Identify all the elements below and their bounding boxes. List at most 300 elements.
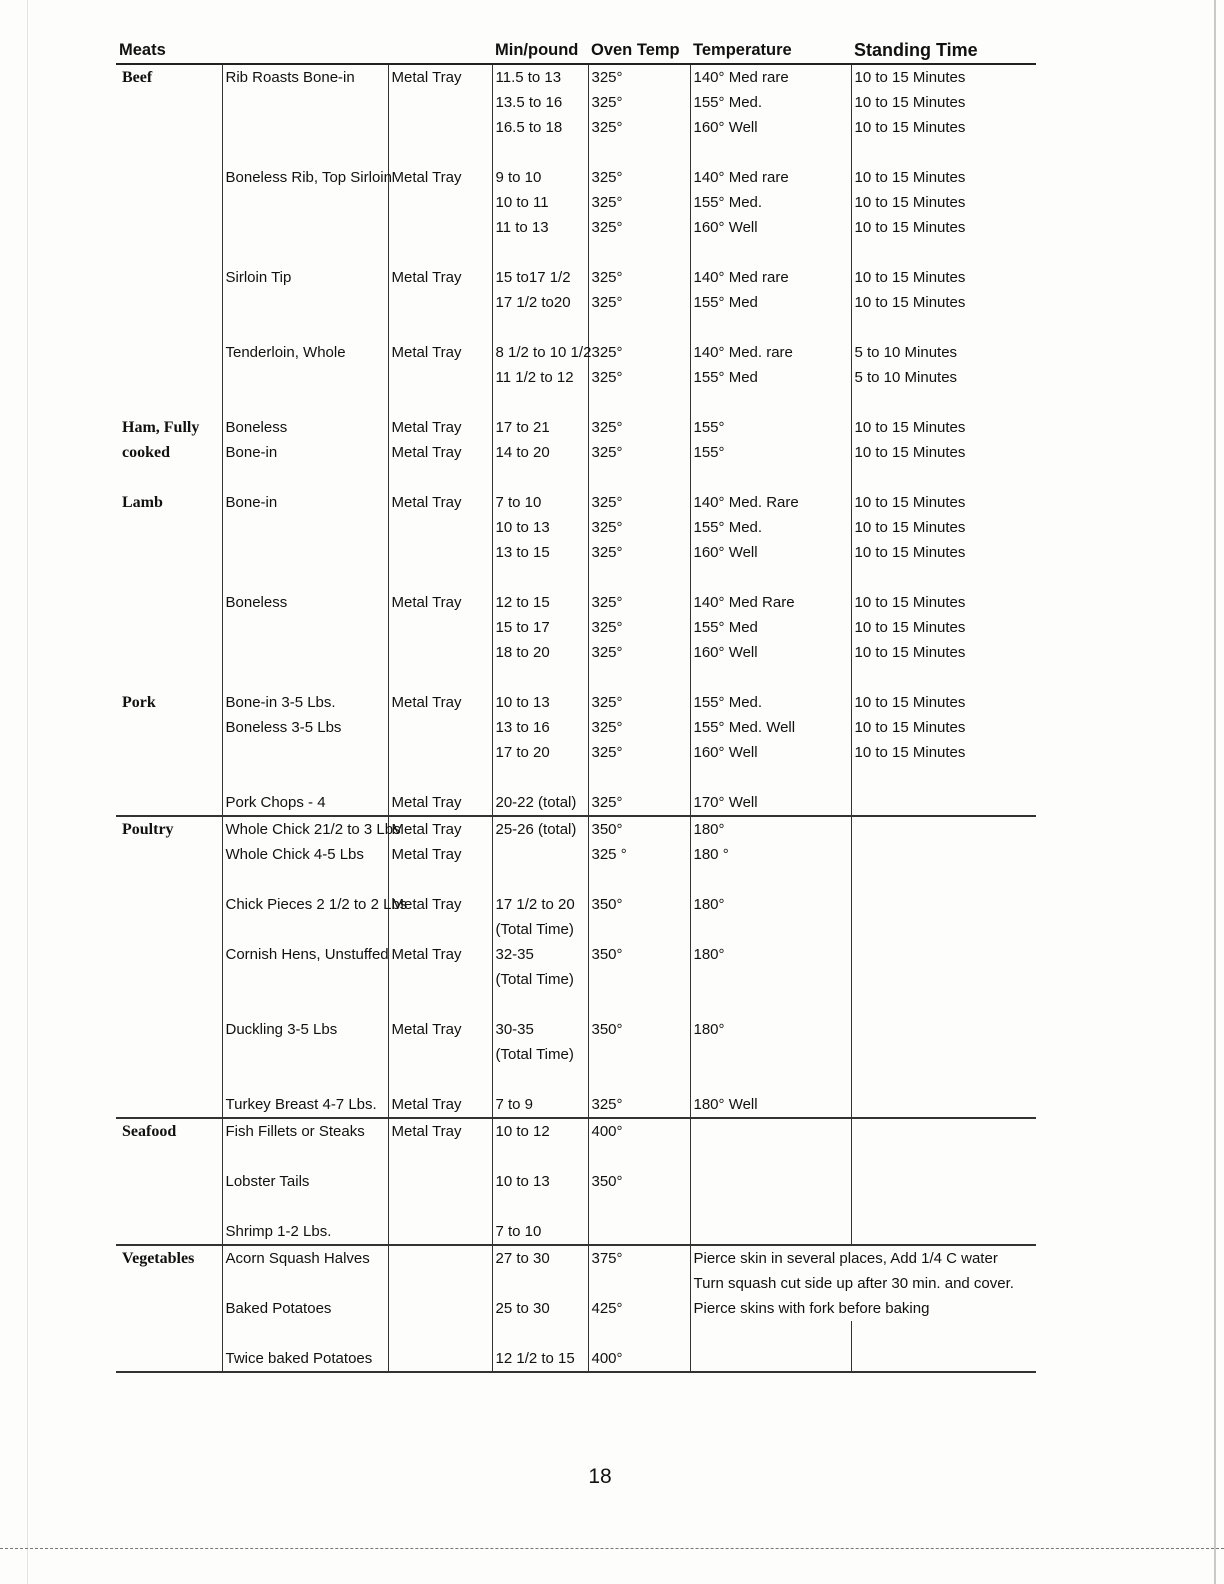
- oven-temp-cell: 425°: [588, 1296, 690, 1321]
- temperature-cell: [690, 465, 851, 490]
- temperature-cell: 160° Well: [690, 540, 851, 565]
- item-cell: Boneless: [222, 590, 388, 615]
- category-cell: [116, 1346, 222, 1372]
- standing-time-cell: [851, 565, 1036, 590]
- oven-temp-cell: [588, 765, 690, 790]
- table-row: [116, 1346, 1036, 1372]
- item-cell: [222, 1321, 388, 1346]
- standing-time-cell: 10 to 15 Minutes: [854, 719, 966, 736]
- min-pound-cell: (Total Time): [492, 1042, 588, 1067]
- temperature-cell: 180°: [690, 816, 851, 842]
- min-pound-cell: 25-26 (total): [492, 816, 588, 842]
- category-cell: [116, 565, 222, 590]
- standing-time-cell: [851, 1092, 1036, 1118]
- header-row: [116, 38, 1036, 64]
- method-cell: [388, 1346, 492, 1372]
- table-row: [116, 490, 1036, 515]
- item-cell: [222, 465, 388, 490]
- table-row: [116, 917, 1036, 942]
- temperature-cell: 140° Med Rare: [690, 590, 851, 615]
- table-row: [116, 967, 1036, 992]
- temperature-cell: [690, 867, 851, 892]
- standing-time-cell: 10 to 15 Minutes: [854, 419, 966, 436]
- min-pound-cell: 14 to 20: [492, 440, 588, 465]
- min-pound-cell: [492, 565, 588, 590]
- oven-temp-cell: 375°: [588, 1245, 690, 1271]
- min-pound-cell: 11 1/2 to 12: [492, 365, 588, 390]
- oven-temp-cell: 325°: [588, 415, 690, 440]
- table-row: [116, 740, 1036, 765]
- method-cell: Metal Tray: [388, 690, 492, 715]
- item-cell: [222, 992, 388, 1017]
- category-cell: Vegetables: [116, 1245, 222, 1271]
- category-cell: [116, 967, 222, 992]
- oven-temp-cell: [588, 1144, 690, 1169]
- item-cell: Twice baked Potatoes: [222, 1346, 388, 1372]
- table-row: [116, 590, 1036, 615]
- method-cell: Metal Tray: [388, 340, 492, 365]
- standing-time-cell: [851, 390, 1036, 415]
- category-cell: [116, 842, 222, 867]
- standing-time-cell: [851, 1042, 1036, 1067]
- item-cell: [222, 1067, 388, 1092]
- item-cell: Turkey Breast 4-7 Lbs.: [222, 1092, 388, 1118]
- category-cell: [116, 1092, 222, 1118]
- item-cell: [222, 315, 388, 340]
- min-pound-cell: 11 to 13: [492, 215, 588, 240]
- oven-temp-cell: 325°: [588, 165, 690, 190]
- standing-time-cell: [851, 967, 1036, 992]
- method-cell: [388, 365, 492, 390]
- temperature-cell: 180°: [690, 942, 851, 967]
- temperature-cell: 155° Med.: [690, 515, 851, 540]
- temperature-cell: [690, 390, 851, 415]
- standing-time-cell: [851, 790, 1036, 816]
- oven-temp-cell: 325°: [588, 515, 690, 540]
- category-cell: [116, 390, 222, 415]
- oven-temp-cell: 325°: [588, 715, 690, 740]
- category-cell: [116, 515, 222, 540]
- temperature-cell: 180° Well: [690, 1092, 851, 1118]
- oven-temp-cell: [588, 390, 690, 415]
- item-cell: [222, 565, 388, 590]
- table-row: [116, 165, 1036, 190]
- item-cell: Boneless 3-5 Lbs: [222, 715, 388, 740]
- item-cell: [222, 640, 388, 665]
- standing-time-cell: [851, 842, 1036, 867]
- table-row: [116, 715, 1036, 740]
- method-cell: [388, 992, 492, 1017]
- temperature-cell: [690, 1042, 851, 1067]
- item-cell: Bone-in: [222, 440, 388, 465]
- method-cell: [388, 540, 492, 565]
- oven-temp-cell: 325°: [588, 365, 690, 390]
- temperature-cell: [690, 565, 851, 590]
- scan-edge-right: [1214, 0, 1216, 1584]
- min-pound-cell: 17 1/2 to20: [492, 290, 588, 315]
- temperature-cell: 155° Med: [690, 615, 851, 640]
- method-cell: [388, 1194, 492, 1219]
- min-pound-cell: [492, 665, 588, 690]
- min-pound-cell: 30-35: [492, 1017, 588, 1042]
- min-pound-cell: [492, 1271, 588, 1296]
- table-row: [116, 515, 1036, 540]
- min-pound-cell: 10 to 13: [492, 515, 588, 540]
- standing-time-cell: 5 to 10 Minutes: [854, 369, 958, 386]
- temperature-cell: 160° Well: [690, 640, 851, 665]
- method-cell: [388, 1067, 492, 1092]
- standing-time-cell: 10 to 15 Minutes: [854, 494, 966, 511]
- standing-time-cell: 10 to 15 Minutes: [854, 69, 966, 86]
- table-row: [116, 690, 1036, 715]
- item-cell: [222, 1194, 388, 1219]
- temperature-cell: [690, 140, 851, 165]
- instruction-note: Pierce skins with fork before baking: [693, 1300, 930, 1317]
- min-pound-cell: [492, 390, 588, 415]
- category-cell: [116, 115, 222, 140]
- method-cell: Metal Tray: [388, 1017, 492, 1042]
- header-min-pound: Min/pound: [495, 41, 579, 59]
- item-cell: Tenderloin, Whole: [222, 340, 388, 365]
- min-pound-cell: [492, 842, 588, 867]
- oven-temp-cell: 350°: [588, 942, 690, 967]
- oven-temp-cell: [588, 465, 690, 490]
- item-cell: [222, 765, 388, 790]
- table-row: [116, 867, 1036, 892]
- method-cell: [388, 390, 492, 415]
- standing-time-cell: 10 to 15 Minutes: [854, 94, 966, 111]
- table-row: [116, 315, 1036, 340]
- oven-temp-cell: [588, 1042, 690, 1067]
- item-cell: [222, 1144, 388, 1169]
- table-row: [116, 615, 1036, 640]
- standing-time-cell: [851, 240, 1036, 265]
- min-pound-cell: 12 to 15: [492, 590, 588, 615]
- temperature-cell: [690, 1346, 851, 1372]
- standing-time-cell: 10 to 15 Minutes: [854, 219, 966, 236]
- standing-time-cell: [851, 992, 1036, 1017]
- min-pound-cell: 32-35: [492, 942, 588, 967]
- temperature-cell: 155° Med.: [690, 90, 851, 115]
- item-cell: [222, 917, 388, 942]
- table-row: [116, 942, 1036, 967]
- oven-temp-cell: [588, 1321, 690, 1346]
- temperature-cell: [690, 1144, 851, 1169]
- table-row: [116, 992, 1036, 1017]
- table-row: [116, 1321, 1036, 1346]
- table-row: [116, 240, 1036, 265]
- method-cell: [388, 1245, 492, 1271]
- item-cell: [222, 90, 388, 115]
- standing-time-cell: 10 to 15 Minutes: [854, 294, 966, 311]
- standing-time-cell: 10 to 15 Minutes: [854, 744, 966, 761]
- table-row: [116, 640, 1036, 665]
- standing-time-cell: [851, 1118, 1036, 1144]
- standing-time-cell: 10 to 15 Minutes: [854, 169, 966, 186]
- oven-temp-cell: [588, 140, 690, 165]
- method-cell: Metal Tray: [388, 440, 492, 465]
- table-row: [116, 540, 1036, 565]
- item-cell: [222, 365, 388, 390]
- oven-temp-cell: 325°: [588, 615, 690, 640]
- table-row: [116, 565, 1036, 590]
- temperature-cell: 140° Med rare: [690, 265, 851, 290]
- table-row: [116, 440, 1036, 465]
- method-cell: Metal Tray: [388, 1118, 492, 1144]
- table-row: [116, 892, 1036, 917]
- category-cell: [116, 165, 222, 190]
- oven-temp-cell: [588, 992, 690, 1017]
- category-cell: [116, 265, 222, 290]
- oven-temp-cell: [588, 665, 690, 690]
- scan-edge-left: [27, 0, 28, 1584]
- min-pound-cell: [492, 1321, 588, 1346]
- oven-temp-cell: 350°: [588, 816, 690, 842]
- category-cell: [116, 1321, 222, 1346]
- min-pound-cell: 11.5 to 13: [492, 64, 588, 90]
- standing-time-cell: 10 to 15 Minutes: [854, 519, 966, 536]
- oven-temp-cell: 325°: [588, 64, 690, 90]
- min-pound-cell: [492, 867, 588, 892]
- category-cell: [116, 1042, 222, 1067]
- chart-body: [116, 64, 1036, 1372]
- min-pound-cell: 13.5 to 16: [492, 90, 588, 115]
- oven-temp-cell: 350°: [588, 1169, 690, 1194]
- standing-time-cell: 10 to 15 Minutes: [854, 194, 966, 211]
- table-row: [116, 1092, 1036, 1118]
- method-cell: Metal Tray: [388, 816, 492, 842]
- category-cell: Pork: [122, 694, 156, 711]
- standing-time-cell: 10 to 15 Minutes: [854, 694, 966, 711]
- min-pound-cell: (Total Time): [492, 967, 588, 992]
- oven-temp-cell: 350°: [588, 892, 690, 917]
- item-cell: Pork Chops - 4: [222, 790, 388, 816]
- category-cell: [116, 340, 222, 365]
- category-cell: [116, 240, 222, 265]
- method-cell: [388, 1219, 492, 1245]
- standing-time-cell: 10 to 15 Minutes: [854, 119, 966, 136]
- temperature-cell: 180°: [690, 1017, 851, 1042]
- table-row: [116, 1017, 1036, 1042]
- standing-time-cell: [851, 1346, 1036, 1372]
- standing-time-cell: 10 to 15 Minutes: [854, 269, 966, 286]
- standing-time-cell: [851, 465, 1036, 490]
- method-cell: [388, 565, 492, 590]
- item-cell: [222, 1271, 388, 1296]
- header-oven-temp: Oven Temp: [591, 41, 680, 59]
- item-cell: [222, 740, 388, 765]
- temperature-cell: [690, 1321, 851, 1346]
- category-cell: Ham, Fully: [122, 419, 200, 436]
- standing-time-cell: [851, 867, 1036, 892]
- standing-time-cell: [851, 1067, 1036, 1092]
- method-cell: [388, 665, 492, 690]
- item-cell: [222, 240, 388, 265]
- method-cell: [388, 1144, 492, 1169]
- temperature-cell: 140° Med. Rare: [690, 490, 851, 515]
- method-cell: [388, 515, 492, 540]
- table-row: [116, 790, 1036, 816]
- standing-time-cell: [851, 1321, 1036, 1346]
- method-cell: [388, 615, 492, 640]
- oven-temp-cell: 400°: [588, 1118, 690, 1144]
- method-cell: [388, 190, 492, 215]
- category-cell: [116, 892, 222, 917]
- item-cell: [222, 290, 388, 315]
- method-cell: Metal Tray: [388, 942, 492, 967]
- method-cell: Metal Tray: [388, 842, 492, 867]
- item-cell: Shrimp 1-2 Lbs.: [222, 1219, 388, 1245]
- category-cell: Poultry: [116, 816, 222, 842]
- min-pound-cell: 10 to 13: [492, 1169, 588, 1194]
- category-cell: Seafood: [116, 1118, 222, 1144]
- temperature-cell: 140° Med rare: [690, 165, 851, 190]
- temperature-cell: [690, 765, 851, 790]
- category-cell: [116, 1017, 222, 1042]
- method-cell: [388, 240, 492, 265]
- oven-temp-cell: 325°: [588, 440, 690, 465]
- min-pound-cell: (Total Time): [492, 917, 588, 942]
- category-cell: [116, 315, 222, 340]
- min-pound-cell: [492, 315, 588, 340]
- header-standing-time: Standing Time: [854, 40, 978, 60]
- item-cell: Whole Chick 4-5 Lbs: [222, 842, 388, 867]
- page-number: 18: [588, 1465, 612, 1488]
- min-pound-cell: [492, 240, 588, 265]
- min-pound-cell: 10 to 11: [492, 190, 588, 215]
- oven-temp-cell: [588, 315, 690, 340]
- min-pound-cell: 7 to 10: [492, 490, 588, 515]
- item-cell: Baked Potatoes: [222, 1296, 388, 1321]
- method-cell: Metal Tray: [388, 265, 492, 290]
- table-row: [116, 415, 1036, 440]
- category-cell: [116, 215, 222, 240]
- category-cell: [116, 90, 222, 115]
- standing-time-cell: 5 to 10 Minutes: [854, 344, 958, 361]
- temperature-cell: 170° Well: [690, 790, 851, 816]
- min-pound-cell: 15 to17 1/2: [492, 265, 588, 290]
- method-cell: [388, 1271, 492, 1296]
- temperature-cell: 155° Med.: [690, 690, 851, 715]
- category-cell: [116, 867, 222, 892]
- min-pound-cell: [492, 1067, 588, 1092]
- category-cell: [116, 1067, 222, 1092]
- instruction-note: Pierce skin in several places, Add 1/4 C water: [690, 1245, 1036, 1271]
- standing-time-cell: [851, 816, 1036, 842]
- table-row: [116, 215, 1036, 240]
- temperature-cell: [690, 315, 851, 340]
- method-cell: Metal Tray: [388, 415, 492, 440]
- category-cell: [116, 1169, 222, 1194]
- item-cell: Duckling 3-5 Lbs: [222, 1017, 388, 1042]
- oven-temp-cell: 325°: [588, 590, 690, 615]
- method-cell: [388, 1042, 492, 1067]
- oven-temp-cell: 325°: [588, 90, 690, 115]
- category-cell: [116, 1144, 222, 1169]
- oven-temp-cell: 325°: [588, 640, 690, 665]
- item-cell: [222, 215, 388, 240]
- category-cell: [116, 365, 222, 390]
- category-cell: [116, 290, 222, 315]
- min-pound-cell: 25 to 30: [492, 1296, 588, 1321]
- table-row: [116, 1194, 1036, 1219]
- min-pound-cell: [492, 1194, 588, 1219]
- table-row: [116, 1169, 1036, 1194]
- method-cell: [388, 967, 492, 992]
- category-cell: [116, 715, 222, 740]
- temperature-cell: 155° Med. Well: [690, 715, 851, 740]
- standing-time-cell: [851, 1017, 1036, 1042]
- category-cell: [116, 190, 222, 215]
- header-temperature: Temperature: [693, 41, 792, 59]
- oven-temp-cell: 325°: [588, 790, 690, 816]
- temperature-cell: 155°: [690, 440, 851, 465]
- min-pound-cell: [492, 465, 588, 490]
- standing-time-cell: [851, 665, 1036, 690]
- min-pound-cell: 10 to 13: [492, 690, 588, 715]
- method-cell: [388, 917, 492, 942]
- temperature-cell: 155° Med: [690, 365, 851, 390]
- category-cell: [116, 615, 222, 640]
- item-cell: Bone-in: [222, 490, 388, 515]
- standing-time-cell: [851, 917, 1036, 942]
- temperature-cell: [690, 1194, 851, 1219]
- item-cell: Sirloin Tip: [222, 265, 388, 290]
- min-pound-cell: [492, 140, 588, 165]
- category-cell: [116, 992, 222, 1017]
- standing-time-cell: [851, 140, 1036, 165]
- min-pound-cell: 17 1/2 to 20: [492, 892, 588, 917]
- category-cell: [116, 1271, 222, 1296]
- oven-temp-cell: [588, 967, 690, 992]
- min-pound-cell: [492, 1144, 588, 1169]
- min-pound-cell: 15 to 17: [492, 615, 588, 640]
- temperature-cell: [690, 1118, 851, 1144]
- oven-temp-cell: [588, 1194, 690, 1219]
- table-row: [116, 1144, 1036, 1169]
- oven-temp-cell: 325°: [588, 1092, 690, 1118]
- item-cell: [222, 665, 388, 690]
- min-pound-cell: 20-22 (total): [492, 790, 588, 816]
- table-row: [116, 390, 1036, 415]
- standing-time-cell: [851, 1144, 1036, 1169]
- min-pound-cell: [492, 992, 588, 1017]
- category-cell: [116, 917, 222, 942]
- standing-time-cell: [851, 765, 1036, 790]
- oven-temp-cell: [588, 565, 690, 590]
- temperature-cell: [690, 992, 851, 1017]
- temperature-cell: 140° Med. rare: [690, 340, 851, 365]
- item-cell: [222, 515, 388, 540]
- item-cell: Cornish Hens, Unstuffed: [222, 942, 388, 967]
- table-row: [116, 842, 1036, 867]
- item-cell: [222, 867, 388, 892]
- temperature-cell: 180°: [690, 892, 851, 917]
- standing-time-cell: 10 to 15 Minutes: [854, 644, 966, 661]
- temperature-cell: 180 °: [690, 842, 851, 867]
- table-row: [116, 1219, 1036, 1245]
- min-pound-cell: 13 to 15: [492, 540, 588, 565]
- item-cell: [222, 140, 388, 165]
- standing-time-cell: [851, 942, 1036, 967]
- method-cell: [388, 867, 492, 892]
- temperature-cell: [690, 1169, 851, 1194]
- standing-time-cell: [851, 892, 1036, 917]
- method-cell: [388, 1296, 492, 1321]
- table-row: [116, 465, 1036, 490]
- category-cell: [116, 740, 222, 765]
- temperature-cell: [690, 1067, 851, 1092]
